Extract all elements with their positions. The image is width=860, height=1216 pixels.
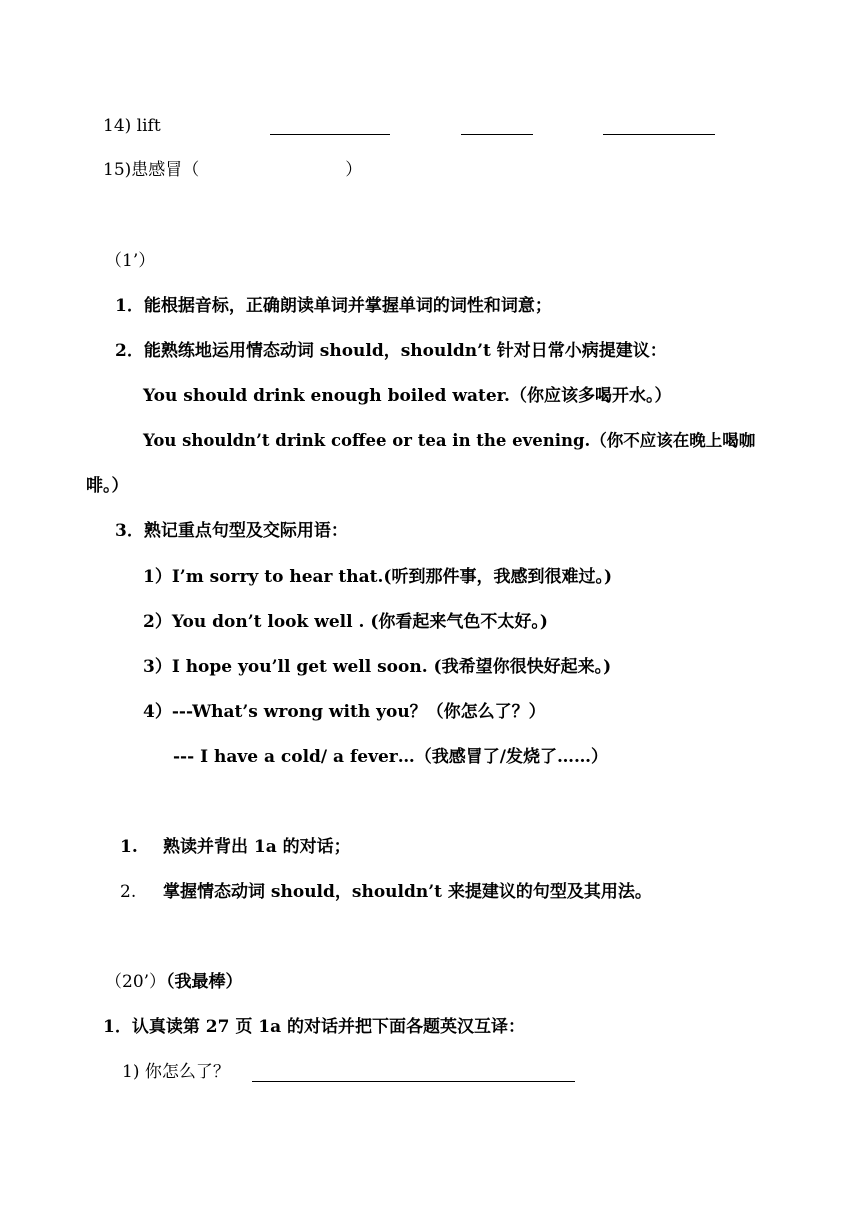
focus-number: 2. [120, 882, 137, 902]
key-phrase-3: 3）I hope you’ll get well soon. (我希望你很快好起来。) [143, 657, 612, 677]
practice-question-1-label: 1) 你怎么了？ [122, 1062, 230, 1082]
focus-text: 熟读并背出 1a 的对话； [163, 837, 351, 857]
key-phrase-1: 1）I’m sorry to hear that.(听到那件事，我感到很难过。) [143, 567, 612, 587]
practice-task: 1．认真读第 27 页 1a 的对话并把下面各题英汉互译： [103, 1017, 526, 1037]
answer-blank-14-c[interactable] [603, 118, 715, 135]
answer-blank-14-a[interactable] [270, 118, 390, 135]
practice-tag: （我最棒） [166, 972, 243, 992]
practice-question-1 [122, 1061, 230, 1083]
objective-number: 2． [115, 341, 144, 361]
key-phrase-2: 2）You don’t look well . (你看起来气色不太好。) [143, 612, 548, 632]
focus-item-1 [120, 836, 351, 858]
vocab-item-15 [103, 159, 362, 181]
objective-number: 3． [115, 521, 144, 541]
objective-text: 熟记重点句型及交际用语： [143, 521, 348, 541]
example-sentence-2-continuation: 啡。） [86, 476, 129, 496]
objectives-marker: （1’） [105, 251, 156, 271]
focus-item-2 [120, 881, 652, 903]
focus-text: 掌握情态动词 should，shouldn’t 来提建议的句型及其用法。 [163, 882, 652, 902]
practice-marker: （20’） [105, 972, 167, 992]
key-phrase-4: 4）---What’s wrong with you？（你怎么了？） [143, 702, 546, 722]
practice-header [105, 971, 243, 993]
objective-item-3 [115, 520, 348, 542]
answer-blank-14-b[interactable] [461, 118, 533, 135]
objective-item-1 [115, 295, 552, 317]
objective-text: 能熟练地运用情态动词 should，shouldn’t 针对日常小病提建议： [143, 341, 667, 361]
objective-text: 能根据音标，正确朗读单词并掌握单词的词性和词意； [143, 296, 552, 316]
vocab-item-14 [103, 115, 161, 137]
vocab-item-14-label: 14) lift [103, 116, 161, 136]
example-sentence-1: You should drink enough boiled water.（你应该多喝开水。） [143, 386, 672, 406]
answer-blank-practice-1[interactable] [252, 1065, 575, 1082]
focus-number: 1. [120, 837, 138, 857]
example-sentence-2: You shouldn’t drink coffee or tea in the evening.（你不应该在晚上喝咖 [143, 431, 756, 450]
vocab-item-15-close: ） [345, 160, 363, 180]
key-phrase-4-reply: --- I have a cold/ a fever…（我感冒了/发烧了……） [173, 747, 608, 767]
objective-item-2 [115, 340, 667, 362]
objective-number: 1． [115, 296, 144, 316]
vocab-item-15-label: 15)患感冒（ [103, 160, 200, 180]
